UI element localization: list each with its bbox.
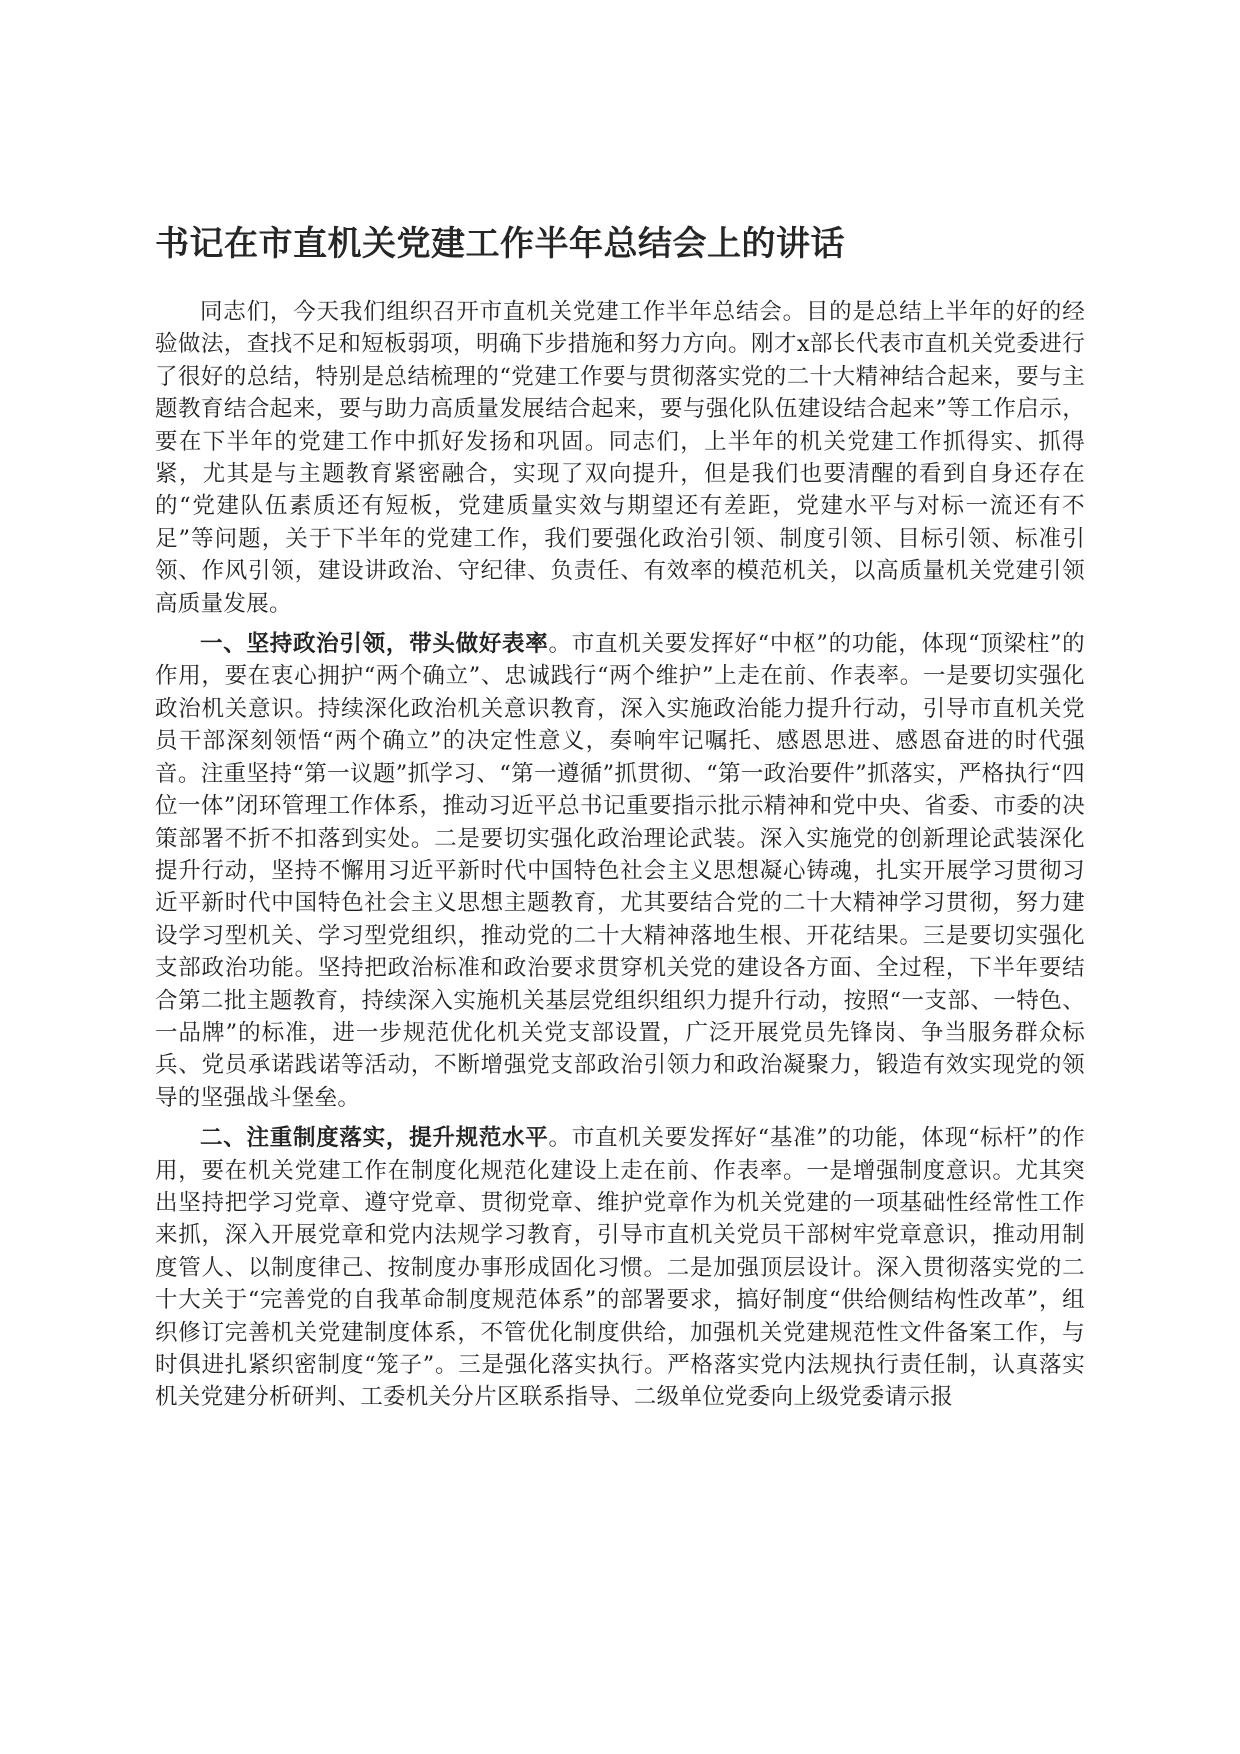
paragraph-text: 。市直机关要发挥好“中枢”的功能，体现“顶梁柱”的作用，要在衷心拥护“两个确立”、忠诚践行“两个维护”上走在前、作表率。一是要切实强化政治机关意识。持续深化政治机关意识教育，深入实施政治能力提升行动，引导市直机关党员干部深刻领悟“两个确立”的决定性意义，奏响牢记嘱托、感恩思进、感恩奋进的时代强音。注重坚持“第一议题”抓学习、“第一遵循”抓贯彻、“第一政治要件”抓落实，严格执行“四位一体”闭环管理工作体系，推动习近平总书记重要指示批示精神和党中央、省委、市委的决策部署不折不扣落到实处。二是要切实强化政治理论武装。深入实施党的创新理论武装深化提升行动，坚持不懈用习近平新时代中国特色社会主义思想凝心铸魂，扎实开展学习贯彻习近平新时代中国特色社会主义思想主题教育，尤其要结合党的二十大精神学习贯彻，努力建设学习型机关、学习型党组织，推动党的二十大精神落地生根、开花结果。三是要切实强化支部政治功能。坚持把政治标准和政治要求贯穿机关党的建设各方面、全过程，下半年要结合第二批主题教育，持续深入实施机关基层党组织组织力提升行动，按照“一支部、一特色、一品牌”的标准，进一步规范优化机关党支部设置，广泛开展党员先锋岗、争当服务群众标兵、党员承诺践诺等活动，不断增强党支部政治引领力和政治凝聚力，锻造有效实现党的领导的坚强战斗堡垒。	[155, 631, 1085, 1111]
paragraph-text: 。市直机关要发挥好“基准”的功能，体现“标杆”的作用，要在机关党建工作在制度化规范化建设上走在前、作表率。一是增强制度意识。尤其突出坚持把学习党章、遵守党章、贯彻党章、维护党章作为机关党建的一项基础性经常性工作来抓，深入开展党章和党内法规学习教育，引导市直机关党员干部树牢党章意识，推动用制度管人、以制度律己、按制度办事形成固化习惯。二是加强顶层设计。深入贯彻落实党的二十大关于“完善党的自我革命制度规范体系”的部署要求，搞好制度“供给侧结构性改革”，组织修订完善机关党建制度体系，不管优化制度供给，加强机关党建规范性文件备案工作，与时俱进扎紧织密制度“笼子”。三是强化落实执行。严格落实党内法规执行责任制，认真落实机关党建分析研判、工委机关分片区联系指导、二级单位党委向上级党委请示报	[155, 1125, 1085, 1411]
document-page	[155, 220, 1085, 1422]
section-heading: 二、注重制度落实，提升规范水平	[200, 1125, 549, 1152]
paragraph-intro	[155, 296, 1085, 620]
document-title: 书记在市直机关党建工作半年总结会上的讲话	[155, 224, 845, 264]
paragraph-section-two	[155, 1122, 1085, 1414]
section-heading: 一、坚持政治引领，带头做好表率	[200, 631, 549, 658]
paragraph-section-one	[155, 628, 1085, 1114]
paragraph-text: 同志们，今天我们组织召开市直机关党建工作半年总结会。目的是总结上半年的好的经验做法，查找不足和短板弱项，明确下步措施和努力方向。刚才x部长代表市直机关党委进行了很好的总结，特别是总结梳理的“党建工作要与贯彻落实党的二十大精神结合起来，要与主题教育结合起来，要与助力高质量发展结合起来，要与强化队伍建设结合起来”等工作启示，要在下半年的党建工作中抓好发扬和巩固。同志们，上半年的机关党建工作抓得实、抓得紧，尤其是与主题教育紧密融合，实现了双向提升，但是我们也要清醒的看到自身还存在的“党建队伍素质还有短板，党建质量实效与期望还有差距，党建水平与对标一流还有不足”等问题，关于下半年的党建工作，我们要强化政治引领、制度引领、目标引领、标准引领、作风引领，建设讲政治、守纪律、负责任、有效率的模范机关，以高质量机关党建引领高质量发展。	[155, 299, 1085, 617]
